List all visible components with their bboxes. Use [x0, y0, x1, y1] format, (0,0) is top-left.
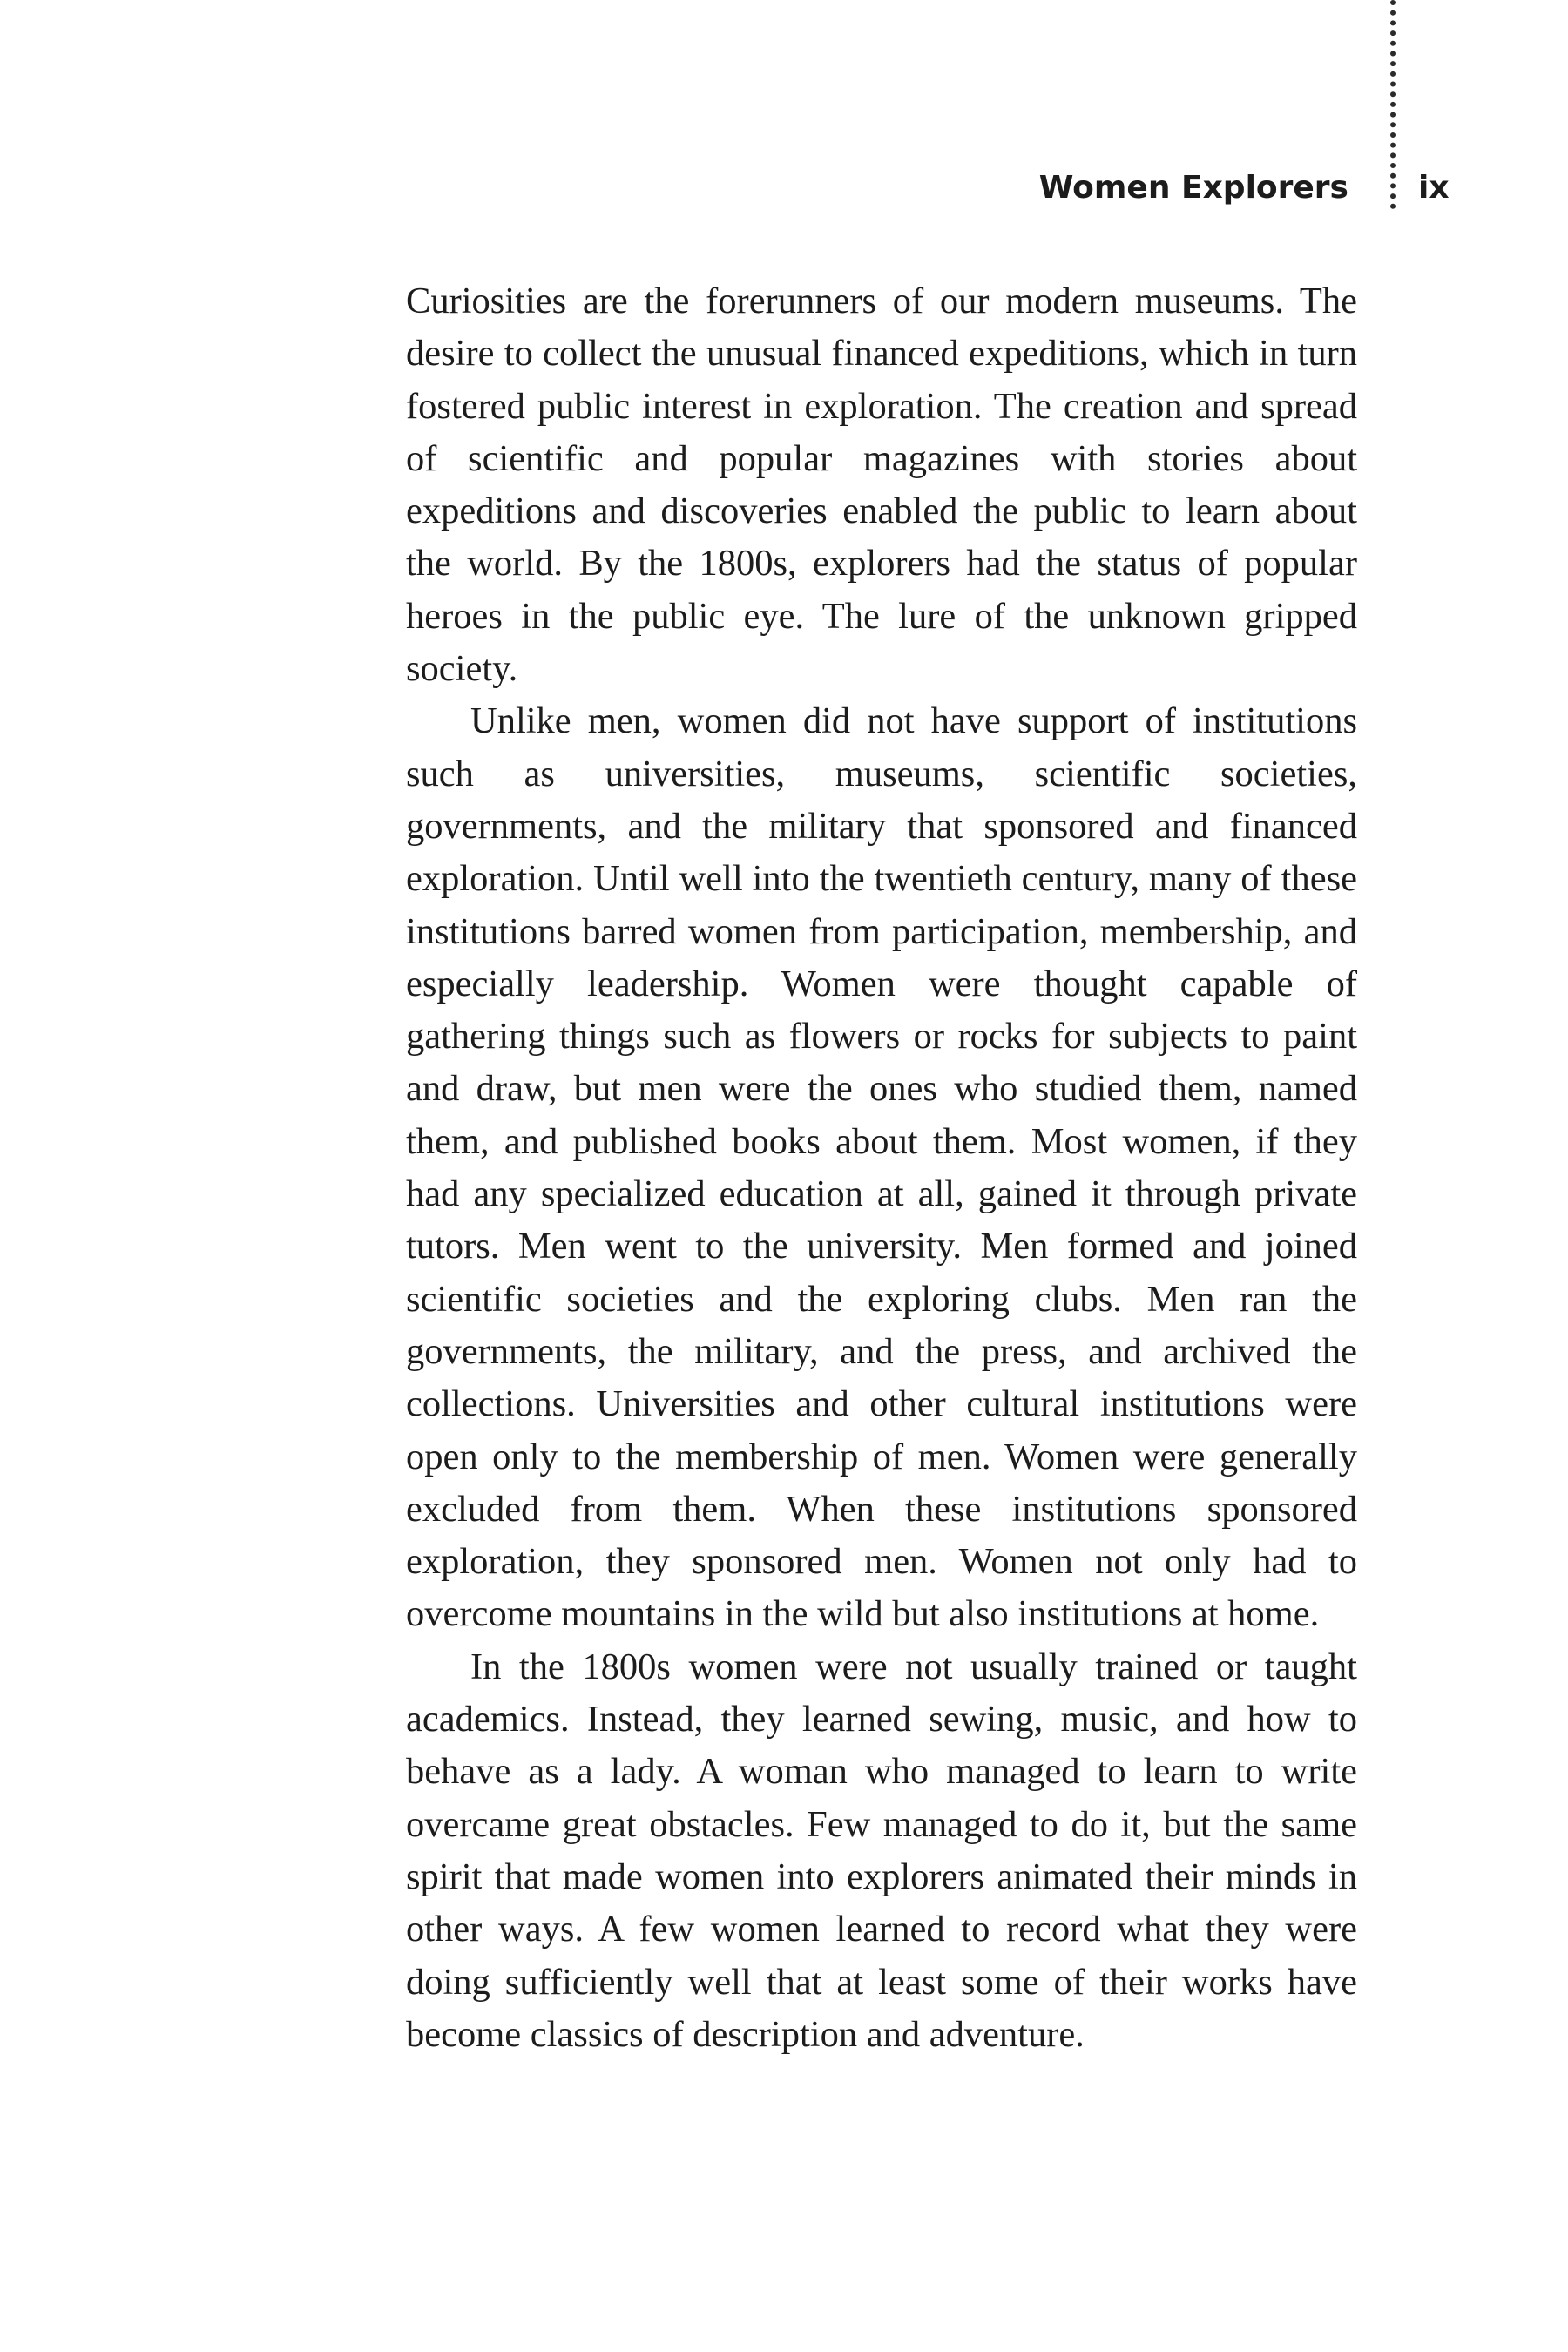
paragraph-1: Curiosities are the forerunners of our modern museums. The desire to collect the unusual financed expeditions, which in turn fostered public interest in exploration. The creation and spread of scientific and popular magazines with stories about expeditions and discoveries enabled the public to learn about the world. By the 1800s, explorers had the status of popular heroes in the public eye. The lure of the unknown gripped society.	[406, 280, 1357, 690]
paragraph-3: In the 1800s women were not usually trained or taught academics. Instead, they learned sewing, music, and how to behave as a lady. A woman who managed to learn to write overcame great obstacles. Few managed to do it, but the same spirit that made women into explorers animated their minds in other ways. A few women learned to record what they were doing sufficiently well that at least some of their works have become classics of description and adventure.	[406, 1646, 1357, 2055]
dotted-rule-divider	[1390, 0, 1396, 209]
page-number: ix	[1418, 170, 1450, 206]
running-head-title: Women Explorers	[1038, 170, 1348, 206]
paragraph-2: Unlike men, women did not have support of institutions such as universities, museums, scientific societies, governments, and the military that sponsored and financed exploration. Until well into the twentieth century, many of these institutions barred women from participation, membership, and especially leadership. Women were thought capable of gathering things such as flowers or rocks for subjects to paint and draw, but men were the ones who studied them, named them, and published books about them. Most women, if they had any specialized education at all, gained it through private tutors. Men went to the university. Men formed and joined scientific societies and the exploring clubs. Men ran the governments, the military, and the press, and archived the collections. Universities and other cultural institutions were open only to the membership of men. Women were generally excluded from them. When these institutions sponsored exploration, they sponsored men. Women not only had to overcome mountains in the wild but also institutions at home.	[406, 700, 1357, 1635]
body-text	[406, 275, 1357, 2061]
